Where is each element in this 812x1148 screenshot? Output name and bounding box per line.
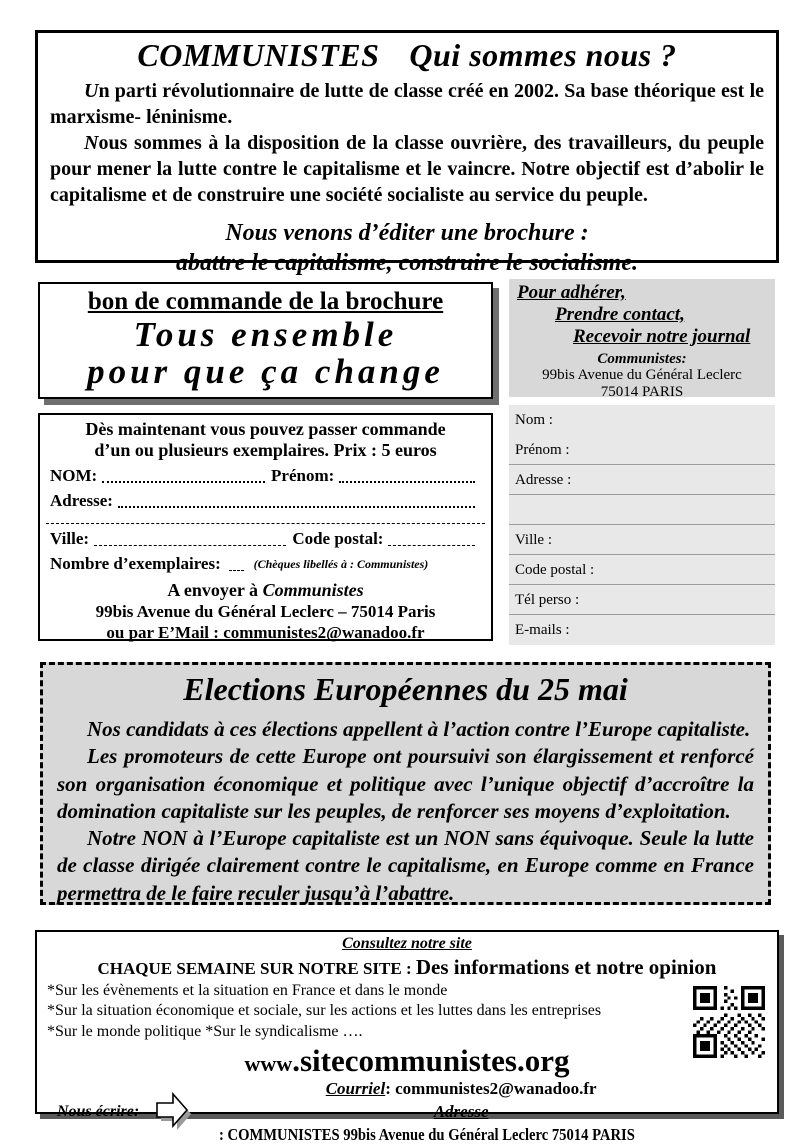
nom-field-label: NOM: [50,466,98,486]
join-line-2: Prendre contact, [555,303,685,325]
send-address: 99bis Avenue du Général Leclerc – 75014 Paris [95,602,436,622]
order-form-row-address [50,491,481,511]
contact-field-prenom: Prénom : [509,435,775,465]
join-contact-panel [509,279,775,401]
elections-paragraph-2: Les promoteurs de cette Europe ont poursuivi son élargissement et renforcé son organisation économique et politique avec l’unique objectif d’accroître la domination capitaliste sur les peuples, de renforcer ses moyens d’exploitation. [57,744,754,823]
adresse-line: Adresse: COMMUNISTES 99bis Avenue du Général Leclerc 75014 PARIS [219,1101,636,1144]
announcement-line-1: Nous venons d’éditer une brochure : [225,220,589,246]
order-form-row-city [50,529,481,549]
write-label: Nous écrire: [57,1103,140,1121]
party-name: COMMUNISTES [137,37,380,73]
brochure-announcement [50,218,764,278]
org-address-line-2: 75014 PARIS [600,384,684,401]
who-we-are-box [35,30,779,276]
send-email: ou par E’Mail : communistes2@wanadoo.fr [106,623,425,643]
write-to-us [47,1078,195,1146]
code-postal-field-label: Code postal: [292,529,384,549]
order-banner-heading: bon de commande de la brochure [87,288,444,315]
send-to-block [50,580,481,643]
org-address-line-1: 99bis Avenue du Général Leclerc [542,367,742,384]
order-form-row-copies [50,554,481,574]
brochure-order-banner [38,282,493,399]
order-form-heading: Dès maintenant vous pouvez passer commande d’un ou plusieurs exemplaires. Prix : 5 euros [85,419,446,461]
contact-field-adresse: Adresse : [509,465,775,495]
elections-box [40,662,771,905]
org-name: Communistes: [597,350,687,367]
announcement-line-2: abattre le capitalisme, construire le socialisme. [176,250,638,276]
site-footer [47,1078,767,1146]
intro-paragraph-1: Un parti révolutionnaire de lutte de classe créé en 2002. Sa base théorique est le marxisme- léninisme. [50,80,764,128]
intro-paragraph-2: Nous sommes à la disposition de la classe ouvrière, des travailleurs, du peuple pour mener la lutte contre le capitalisme et le vaincre. Notre objectif est d’abolir le capitalisme et de construire une société socialiste au service du peuple. [50,132,764,206]
code-postal-field-line [388,543,475,546]
prenom-field-label: Prénom: [271,466,335,486]
contact-field-emails: E-mails : [509,615,775,645]
arrow-right-icon [153,1091,195,1133]
title-question: Qui sommes nous ? [409,37,677,73]
site-bullet-1: *Sur les évènements et la situation en France et dans le monde [47,981,448,999]
nom-field-line [102,479,265,483]
ville-field-label: Ville: [50,529,90,549]
paragraph-lead-letter: N [84,132,99,154]
nombre-field-label: Nombre d’exemplaires: [50,554,221,574]
nombre-field-line [229,568,244,571]
contact-field-nom: Nom : [509,405,775,435]
courriel-line: Courriel: communistes2@wanadoo.fr [325,1078,597,1098]
order-form-row-name [50,466,481,486]
contact-form [509,405,775,645]
site-bullet-2: *Sur la situation économique et sociale, sur les actions et les luttes dans les entreprises [47,1002,602,1020]
page-title [50,37,764,74]
join-line-1: Pour adhérer, [517,282,626,303]
footer-contact-lines [195,1078,767,1146]
contact-field-adresse-2 [509,495,775,525]
site-headline: CHAQUE SEMAINE SUR NOTRE SITE : Des informations et notre opinion [97,955,717,980]
send-org-name: Communistes [262,580,364,601]
website-url: www.sitecommunistes.org [244,1042,570,1078]
consult-site-heading: Consultez notre site [342,935,472,952]
prenom-field-line [339,479,475,483]
cheque-note: (Chèques libellés à : Communistes) [253,557,429,572]
brochure-title-line-1: Tous ensemble [133,314,398,354]
send-to-line: A envoyer à Communistes [167,580,364,601]
ville-field-line [94,543,286,546]
brochure-title-line-2: pour que ça change [87,352,444,392]
adresse-field-label: Adresse: [50,491,113,511]
contact-field-tel-perso: Tél perso : [509,585,775,615]
contact-field-ville: Ville : [509,525,775,555]
elections-paragraph-3: Notre NON à l’Europe capitaliste est un NON sans équivoque. Seule la lutte de classe dirigée clairement contre le capitalisme, en Europe comme en France permettra de le faire reculer jusqu’à l’abattre. [57,826,754,905]
site-bullet-3: *Sur le monde politique *Sur le syndicalisme …. [47,1023,363,1041]
elections-title: Elections Européennes du 25 mai [183,671,628,707]
cut-divider [46,523,485,524]
qr-code-icon [693,986,765,1058]
elections-paragraph-1: Nos candidats à ces élections appellent à l’action contre l’Europe capitaliste. [87,717,751,741]
website-box [35,930,779,1144]
join-line-3: Recevoir notre journal [573,325,751,347]
contact-field-code-postal: Code postal : [509,555,775,585]
adresse-field-line [118,504,475,508]
order-form-box [38,413,493,641]
paragraph-lead-letter: U [84,80,99,102]
